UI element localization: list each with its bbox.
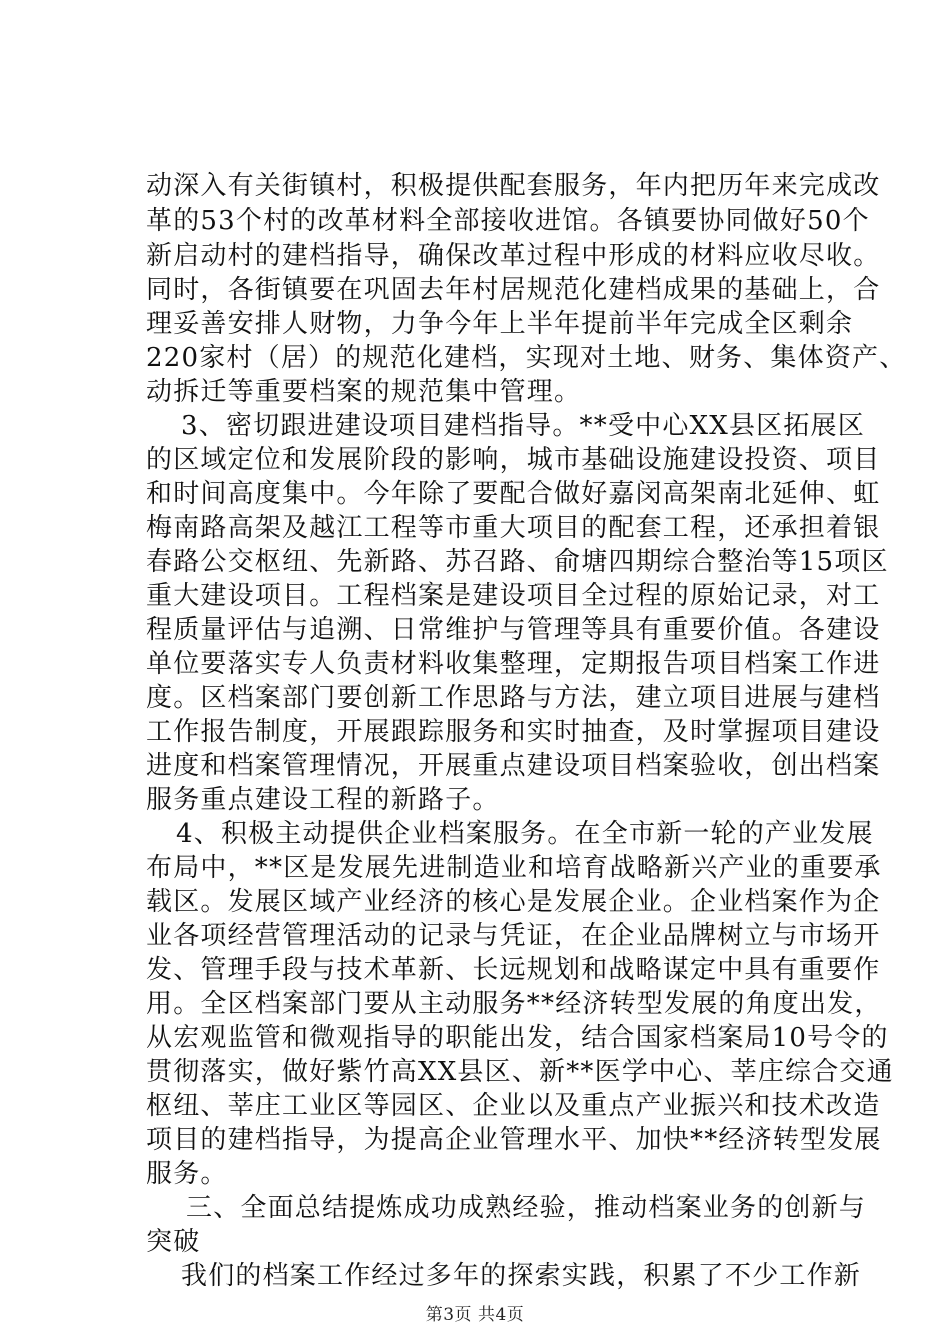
text-line: 重大建设项目。工程档案是建设项目全过程的原始记录，对工 [146,581,881,611]
text-line: 新启动村的建档指导，确保改革过程中形成的材料应收尽收。 [146,241,881,271]
page-number-footer: 第3页 共4页 [425,1305,525,1325]
text-line: 服务。 [146,1159,228,1189]
text-line: 梅南路高架及越江工程等市重大项目的配套工程，还承担着银 [146,513,881,543]
text-line: 度。区档案部门要创新工作思路与方法，建立项目进展与建档 [146,683,881,713]
text-line: 用。全区档案部门要从主动服务**经济转型发展的角度出发， [146,989,882,1019]
text-line: 理妥善安排人财物，力争今年上半年提前半年完成全区剩余 [146,309,854,339]
section-heading-continued: 突破 [146,1227,201,1257]
section-heading: 三、全面总结提炼成功成熟经验，推动档案业务的创新与 [186,1193,867,1223]
text-line: 单位要落实专人负责材料收集整理，定期报告项目档案工作进 [146,649,881,679]
text-line: 220家村（居）的规范化建档，实现对土地、财务、集体资产、 [146,343,907,373]
text-line: 项目的建档指导，为提高企业管理水平、加快**经济转型发展 [146,1125,882,1155]
paragraph-heading: 4、积极主动提供企业档案服务。在全市新一轮的产业发展 [176,819,874,849]
text-line: 动拆迁等重要档案的规范集中管理。 [146,377,582,407]
text-line: 进度和档案管理情况，开展重点建设项目档案验收，创出档案 [146,751,881,781]
text-line: 布局中，**区是发展先进制造业和培育战略新兴产业的重要承 [146,853,882,883]
text-line: 我们的档案工作经过多年的探索实践，积累了不少工作新 [181,1261,862,1291]
text-line: 和时间高度集中。今年除了要配合做好嘉闵高架南北延伸、虹 [146,479,881,509]
text-line: 服务重点建设工程的新路子。 [146,785,500,815]
text-line: 从宏观监管和微观指导的职能出发，结合国家档案局10号令的 [146,1023,889,1053]
text-line: 程质量评估与追溯、日常维护与管理等具有重要价值。各建设 [146,615,881,645]
text-line: 的区域定位和发展阶段的影响，城市基础设施建设投资、项目 [146,445,881,475]
text-line: 枢纽、莘庄工业区等园区、企业以及重点产业振兴和技术改造 [146,1091,881,1121]
text-line: 发、管理手段与技术革新、长远规划和战略谋定中具有重要作 [146,955,881,985]
text-line: 载区。发展区域产业经济的核心是发展企业。企业档案作为企 [146,887,881,917]
text-line: 同时，各街镇要在巩固去年村居规范化建档成果的基础上，合 [146,275,881,305]
text-line: 春路公交枢纽、先新路、苏召路、俞塘四期综合整治等15项区 [146,547,889,577]
text-line: 工作报告制度，开展跟踪服务和实时抽查，及时掌握项目建设 [146,717,881,747]
text-line: 动深入有关街镇村，积极提供配套服务，年内把历年来完成改 [146,171,881,201]
paragraph-heading: 3、密切跟进建设项目建档指导。**受中心XX县区拓展区 [181,411,865,441]
text-line: 革的53个村的改革材料全部接收进馆。各镇要协同做好50个 [146,206,870,236]
text-line: 业各项经营管理活动的记录与凭证，在企业品牌树立与市场开 [146,921,881,951]
text-line: 贯彻落实，做好紫竹高XX县区、新**医学中心、莘庄综合交通 [146,1057,894,1087]
